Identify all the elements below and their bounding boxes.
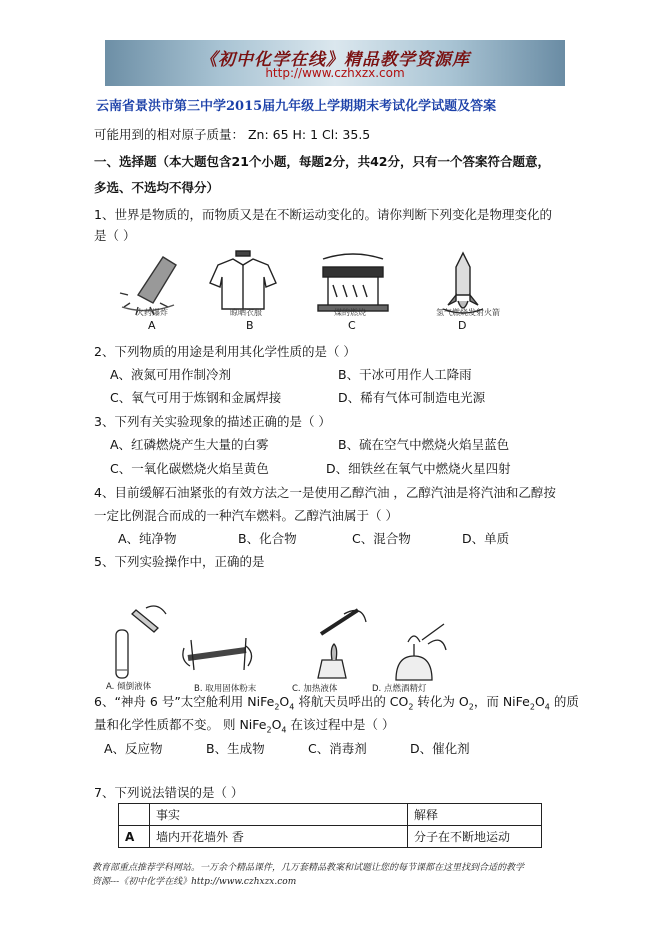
q3-option-c: C、一氧化碳燃烧火焰呈黄色 [110, 461, 269, 476]
q4-line1: 4、目前缓解石油紧张的有效方法之一是使用乙醇汽油 ，乙醇汽油是将汽油和乙醇按 [94, 485, 556, 500]
q3-option-d: D、细铁丝在氧气中燃烧火星四射 [326, 461, 511, 476]
atomic-mass-line: 可能用到的相对原子质量： Zn: 65 H: 1 Cl: 35.5 [94, 127, 371, 142]
row-fact: 墙内开花墙外 香 [150, 826, 408, 848]
q1-line2: 是（ ） [94, 228, 136, 243]
q4-line2: 一定比例混合而成的一种汽车燃料。乙醇汽油属于（ ） [94, 508, 398, 523]
q4-option-d: D、单质 [462, 531, 510, 546]
shirt-picture [210, 251, 276, 309]
q5-stem: 5、下列实验操作中，正确的是 [94, 554, 265, 569]
q6-option-d: D、催化剂 [410, 741, 470, 756]
q1-figure [118, 245, 518, 335]
q7-stem: 7、下列说法错误的是（ ） [94, 785, 244, 800]
row-explanation: 分子在不断地运动 [408, 826, 542, 848]
document-title: 云南省景洪市第三中学2015届九年级上学期期末考试化学试题及答案 [96, 99, 497, 114]
header-banner [105, 40, 565, 86]
q7-table [118, 803, 542, 848]
q1-caption-c: 煤的燃烧 [334, 308, 366, 317]
stove-picture [318, 254, 388, 311]
q5-caption-a: A. 倾倒液体 [106, 682, 152, 692]
q1-letter-b: B [246, 319, 254, 332]
page-footer [92, 861, 582, 889]
rocket-picture [443, 253, 483, 313]
q1-letter-c: C [348, 319, 356, 332]
q2-option-c: C、氧气可用于炼钢和金属焊接 [110, 390, 282, 405]
table-header-row [119, 804, 542, 826]
section-heading-line2: 多选、不选均不得分） [94, 180, 220, 195]
heating-liquid-picture [318, 610, 366, 678]
banner-url[interactable]: http://www.czhxzx.com [265, 66, 405, 80]
q6-line2: 量和化学性质都不变。 则 $NiFe_2O_4$ 在该过程中是（ ） [94, 717, 395, 735]
q2-option-a: A、液氮可用作制冷剂 [110, 367, 232, 382]
q5-figure [96, 600, 456, 695]
q6-line1: 6、“神舟 6 号”太空舱利用 $NiFe_2O_4$ 将航天员呼出的 $CO_2$ 转化为 $O_2$，而 $NiFe_2O_4$ 的质 [94, 694, 579, 712]
q1-caption-b: 晾晒衣服 [230, 308, 262, 317]
q4-option-a: A、纯净物 [118, 531, 177, 546]
alcohol-lamp-picture [396, 624, 446, 680]
q6-option-b: B、生成物 [206, 741, 265, 756]
q4-option-b: B、化合物 [238, 531, 297, 546]
q1-letter-d: D [458, 319, 467, 332]
q2-option-d: D、稀有气体可制造电光源 [338, 390, 486, 405]
q5-caption-c: C. 加热液体 [292, 684, 338, 694]
section-heading-line1: 一、选择题（本大题包含21个小题，每题2分，共42分，只有一个答案符合题意， [94, 154, 550, 169]
powder-tube-picture [183, 638, 252, 670]
q6-option-a: A、反应物 [104, 741, 163, 756]
header-fact: 事实 [150, 804, 408, 826]
table-row [119, 826, 542, 848]
q3-option-b: B、硫在空气中燃烧火焰呈蓝色 [338, 437, 510, 452]
q1-line1: 1、世界是物质的，而物质又是在不断运动变化的。请你判断下列变化是物理变化的 [94, 207, 552, 222]
q2-stem: 2、下列物质的用途是利用其化学性质的是（ ） [94, 344, 356, 359]
q4-option-c: C、混合物 [352, 531, 411, 546]
footer-line1: 教育部重点推荐学科网站。一万余个精品课件，几万套精品教案和试题让您的每节课都在这里找到合适的教学 [92, 863, 525, 873]
q1-caption-a: 火药爆炸 [136, 308, 168, 317]
q1-letter-a: A [148, 319, 156, 332]
banner-title: 《初中化学在线》精品教学资源库 [200, 50, 470, 70]
q6-option-c: C、消毒剂 [308, 741, 367, 756]
header-explanation: 解释 [408, 804, 542, 826]
q5-caption-b: B. 取用固体粉末 [194, 684, 257, 694]
pouring-liquid-picture [116, 606, 166, 678]
q3-option-a: A、红磷燃烧产生大量的白雾 [110, 437, 269, 452]
q1-caption-d: 氢气燃烧发射火箭 [436, 308, 500, 317]
footer-line2: 资源---《初中化学在线》http://www.czhxzx.com [92, 877, 297, 887]
q2-option-b: B、干冰可用作人工降雨 [338, 367, 472, 382]
q3-stem: 3、下列有关实验现象的描述正确的是（ ） [94, 414, 331, 429]
row-label: A [119, 826, 150, 848]
q5-caption-d: D. 点燃酒精灯 [372, 684, 427, 694]
